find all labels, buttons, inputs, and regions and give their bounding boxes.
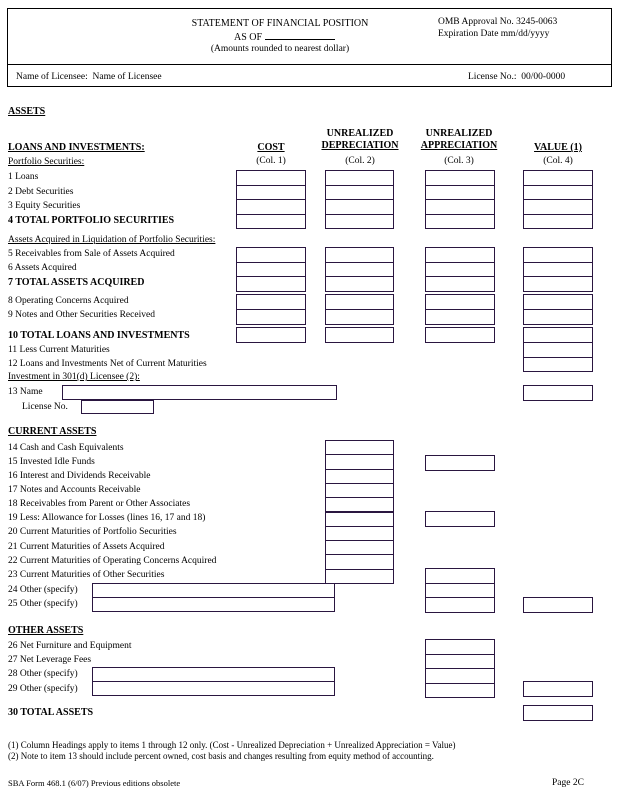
row-13-label: 13 Name [8,387,43,397]
rows-5-7-col4-field-2[interactable] [523,262,593,278]
row-29-specify-field[interactable] [92,681,335,696]
rows-1-4-col2-field-4[interactable] [325,214,394,230]
other-assets-heading: OTHER ASSETS [8,625,84,636]
row-10-col1-field-1[interactable] [236,327,306,343]
row-10-col3-field-1[interactable] [425,327,495,343]
row-13-license-label: License No. [22,402,68,412]
rows-5-7-col3-field-3[interactable] [425,276,495,292]
rows-1-4-col1-field-3[interactable] [236,199,306,215]
row-24-label: 24 Other (specify) [8,585,78,595]
rows-1-4-col3-field-1[interactable] [425,170,495,186]
row-29-col4-field-1[interactable] [523,681,593,697]
rows-8-9-col3-field-2[interactable] [425,309,495,325]
rows-23-25-col3-field-1[interactable] [425,568,495,584]
rows-8-9-col2-field-1[interactable] [325,294,394,310]
row-27-label: 27 Net Leverage Fees [8,655,92,665]
rows-5-7-col2-field-1[interactable] [325,247,394,263]
current-assets-col2-field-7[interactable] [325,526,394,541]
row-13-name-field[interactable] [62,385,337,400]
row-26-label: 26 Net Furniture and Equipment [8,641,132,651]
row-7-label: 7 TOTAL ASSETS ACQUIRED [8,277,145,288]
rows-5-7-col1-field-2[interactable] [236,262,306,278]
row-1-label: 1 Loans [8,172,39,182]
rows-1-4-col2-field-2[interactable] [325,185,394,201]
row-6-label: 6 Assets Acquired [8,263,77,273]
row-21-label: 21 Current Maturities of Assets Acquired [8,542,165,552]
row-18-label: 18 Receivables from Parent or Other Associates [8,499,191,509]
current-assets-col2-field-4[interactable] [325,483,394,498]
rows-1-4-col1-field-2[interactable] [236,185,306,201]
rows-5-7-col1-field-3[interactable] [236,276,306,292]
rows-1-4-col2-field-1[interactable] [325,170,394,186]
rows-5-7-col4-field-3[interactable] [523,276,593,292]
other-assets-col3-field-3[interactable] [425,668,495,684]
col4-sub: (Col. 4) [543,156,573,166]
assets-heading: ASSETS [8,106,46,117]
rows-1-4-col4-field-1[interactable] [523,170,593,186]
rows-5-7-col1-field-1[interactable] [236,247,306,263]
rows-8-9-col4-field-2[interactable] [523,309,593,325]
form-title: STATEMENT OF FINANCIAL POSITION [191,18,369,29]
row-10-label: 10 TOTAL LOANS AND INVESTMENTS [8,330,190,341]
liquidation-heading: Assets Acquired in Liquidation of Portfolio Securities: [8,235,216,245]
rows-8-9-col1-field-2[interactable] [236,309,306,325]
rows-5-7-col3-field-2[interactable] [425,262,495,278]
row-19-col3-field-1[interactable] [425,511,495,527]
row-23-label: 23 Current Maturities of Other Securities [8,570,165,580]
rows-23-25-col3-field-2[interactable] [425,583,495,599]
rows-1-4-col3-field-3[interactable] [425,199,495,215]
col3-header-top: UNREALIZED [425,128,493,139]
portfolio-securities-heading: Portfolio Securities: [8,157,85,167]
row-25-label: 25 Other (specify) [8,599,78,609]
rows-1-4-col3-field-2[interactable] [425,185,495,201]
current-assets-col2-field-5[interactable] [325,497,394,512]
row-3-label: 3 Equity Securities [8,201,81,211]
rows-8-9-col1-field-1[interactable] [236,294,306,310]
rows-1-4-col2-field-3[interactable] [325,199,394,215]
current-assets-col2-field-8[interactable] [325,540,394,555]
col3-sub: (Col. 3) [444,156,474,166]
investment-301d-heading: Investment in 301(d) Licensee (2): [8,372,140,382]
page-number: Page 2C [552,778,584,788]
form-subtitle: (Amounts rounded to nearest dollar) [210,44,350,54]
as-of-date-field[interactable] [265,31,335,40]
row-30-col4-field-1[interactable] [523,705,593,721]
row-5-label: 5 Receivables from Sale of Assets Acquired [8,249,175,259]
row-20-label: 20 Current Maturities of Portfolio Securities [8,527,177,537]
col2-header: DEPRECIATION [321,140,399,151]
current-assets-col2-field-10[interactable] [325,569,394,584]
rows-5-7-col4-field-1[interactable] [523,247,593,263]
row-8-label: 8 Operating Concerns Acquired [8,296,129,306]
row-13-col4-field-1[interactable] [523,385,593,401]
row-16-label: 16 Interest and Dividends Receivable [8,471,151,481]
rows-1-4-col1-field-1[interactable] [236,170,306,186]
col1-sub: (Col. 1) [256,156,286,166]
row-10-col2-field-1[interactable] [325,327,394,343]
licensee-name-label: Name of Licensee: [16,72,88,82]
row-24-specify-field[interactable] [92,583,335,598]
row-11-label: 11 Less Current Maturities [8,345,110,355]
row-10-col4-field-1[interactable] [523,327,593,343]
row-15-label: 15 Invested Idle Funds [8,457,95,467]
col3-header: APPRECIATION [420,140,498,151]
rows-1-4-col4-field-4[interactable] [523,214,593,230]
col4-header: VALUE (1) [534,142,582,153]
rows-11-12-col4-field-2[interactable] [523,357,593,373]
rows-1-4-col4-field-3[interactable] [523,199,593,215]
form-number: SBA Form 468.1 (6/07) Previous editions obsolete [8,778,181,788]
rows-23-25-col3-field-3[interactable] [425,597,495,613]
expiration-date: Expiration Date mm/dd/yyyy [438,29,550,39]
rows-11-12-col4-field-1[interactable] [523,342,593,358]
row-13-license-field[interactable] [81,400,154,414]
license-number-line [468,73,565,83]
licensee-name-value[interactable]: Name of Licensee [92,72,162,82]
rows-5-7-col3-field-1[interactable] [425,247,495,263]
loans-investments-heading: LOANS AND INVESTMENTS: [8,142,145,153]
row-2-label: 2 Debt Securities [8,187,74,197]
omb-approval: OMB Approval No. 3245-0063 [438,17,558,27]
licensee-name-line [16,73,162,83]
row-19-label: 19 Less: Allowance for Losses (lines 16, 17 and 18) [8,513,206,523]
current-assets-col2-field-1[interactable] [325,440,394,455]
as-of-label: AS OF [234,32,263,43]
row-14-label: 14 Cash and Cash Equivalents [8,443,124,453]
other-assets-col3-field-4[interactable] [425,683,495,699]
other-assets-col3-field-1[interactable] [425,639,495,655]
current-assets-col2-field-6[interactable] [325,512,394,527]
row-15-col3-field-1[interactable] [425,455,495,471]
current-assets-heading: CURRENT ASSETS [8,426,97,437]
as-of-line [234,31,335,43]
row-29-label: 29 Other (specify) [8,684,78,694]
rows-8-9-col3-field-1[interactable] [425,294,495,310]
rows-5-7-col2-field-3[interactable] [325,276,394,292]
note-2: (2) Note to item 13 should include percent owned, cost basis and changes resulting from equity method of accounting. [8,751,434,761]
row-22-label: 22 Current Maturities of Operating Concerns Acquired [8,556,217,566]
row-9-label: 9 Notes and Other Securities Received [8,310,155,320]
rows-1-4-col1-field-4[interactable] [236,214,306,230]
current-assets-col2-field-2[interactable] [325,454,394,469]
col1-header: COST [257,142,285,153]
row-25-col4-field-1[interactable] [523,597,593,613]
other-assets-col3-field-2[interactable] [425,654,495,670]
license-number-label: License No.: [468,72,517,82]
row-30-label: 30 TOTAL ASSETS [8,707,94,718]
license-number-value[interactable]: 00/00-0000 [521,72,566,82]
rows-8-9-col4-field-1[interactable] [523,294,593,310]
rows-1-4-col3-field-4[interactable] [425,214,495,230]
row-25-specify-field[interactable] [92,597,335,612]
current-assets-col2-field-3[interactable] [325,469,394,484]
row-17-label: 17 Notes and Accounts Receivable [8,485,141,495]
rows-5-7-col2-field-2[interactable] [325,262,394,278]
current-assets-col2-field-9[interactable] [325,554,394,569]
row-4-label: 4 TOTAL PORTFOLIO SECURITIES [8,215,175,226]
row-28-specify-field[interactable] [92,667,335,682]
row-12-label: 12 Loans and Investments Net of Current Maturities [8,359,207,369]
rows-1-4-col4-field-2[interactable] [523,185,593,201]
rows-8-9-col2-field-2[interactable] [325,309,394,325]
note-1: (1) Column Headings apply to items 1 through 12 only. (Cost - Unrealized Depreciation + Unrealized Appreciation = Value) [8,740,456,750]
col2-header-top: UNREALIZED [326,128,394,139]
row-28-label: 28 Other (specify) [8,669,78,679]
col2-sub: (Col. 2) [345,156,375,166]
